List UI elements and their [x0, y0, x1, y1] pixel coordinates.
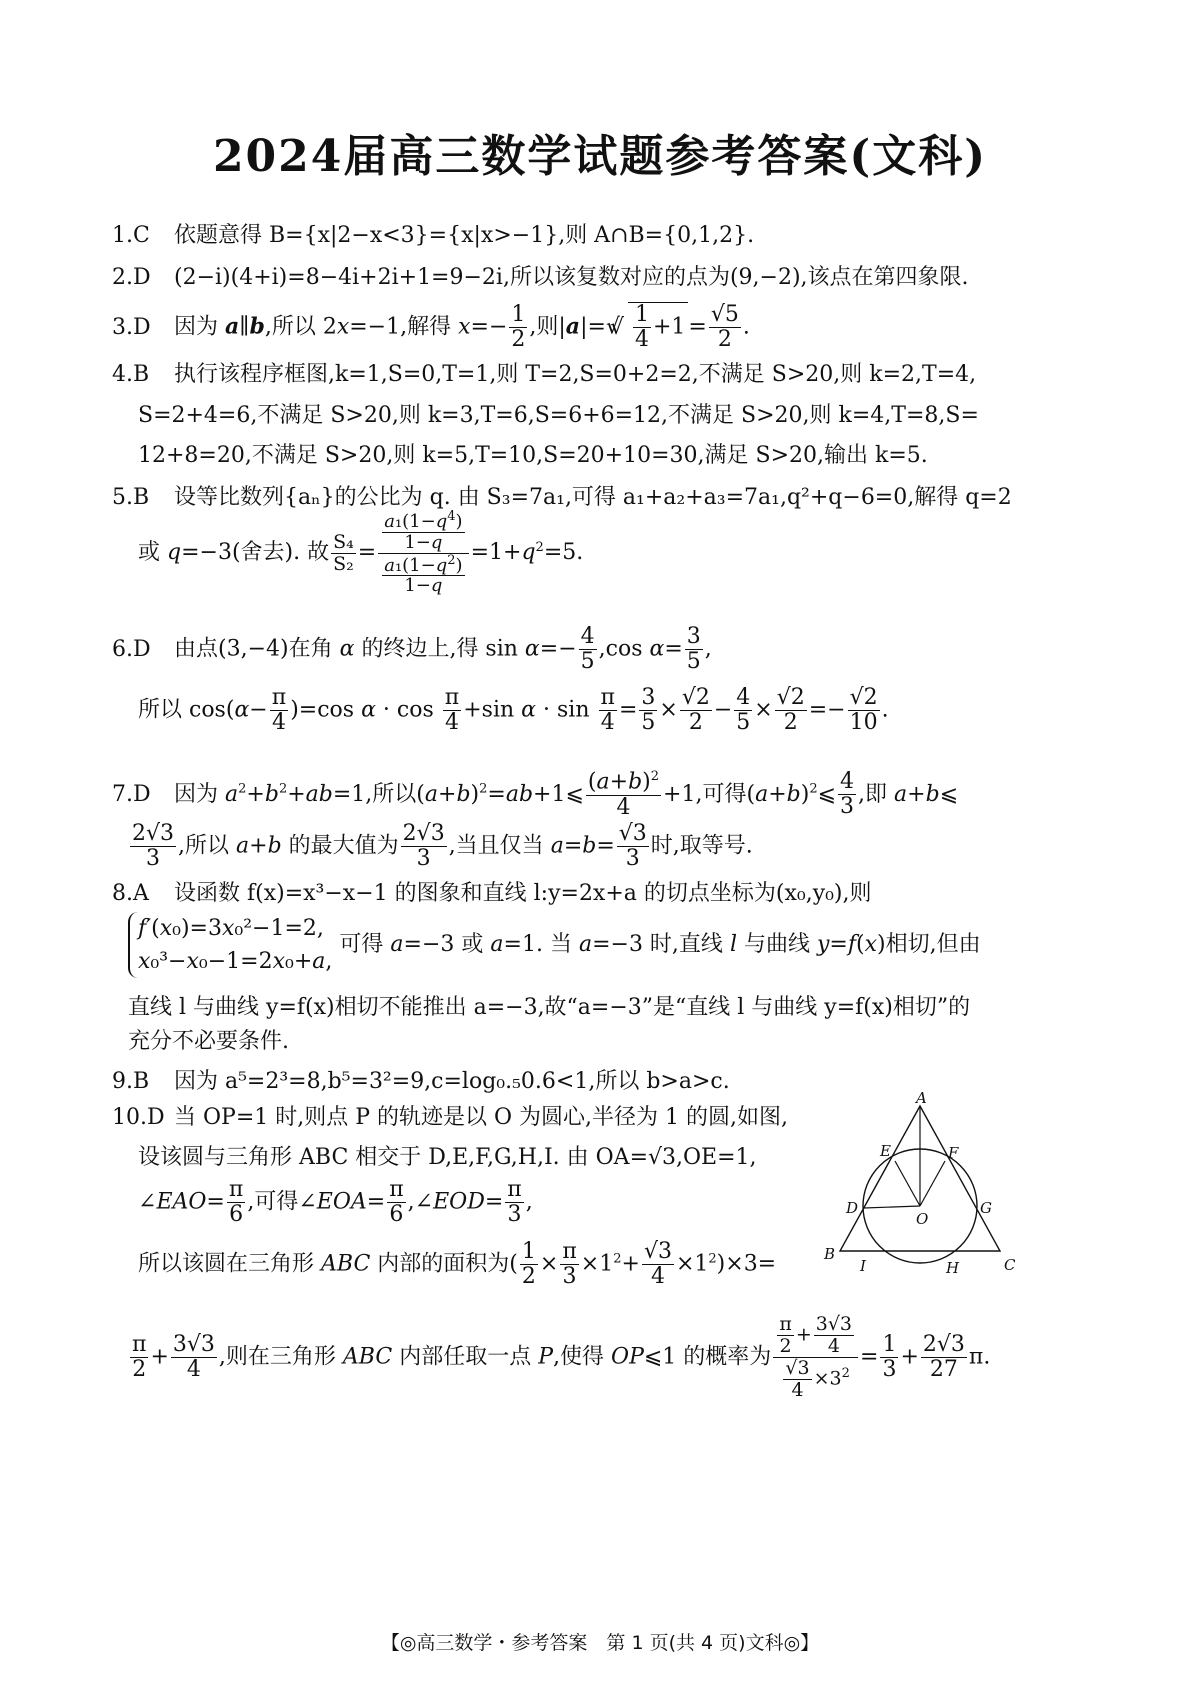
answer-8-line-4: 充分不必要条件. — [128, 1029, 289, 1054]
answer-7: 7.D 因为 $a^2+b^2+ab=1$,所以$(a+b)^2=ab+1⩽$ $\frac{(a+b)^2}{4}$ +1,可得$(a+b)^2⩽$ $\frac{4}{3}$ ,即 a+b⩽ — [112, 769, 959, 820]
segment-of — [920, 1161, 945, 1206]
answer-10-line-3: ∠EAO= $\frac{\pi}{6}$ ,可得∠EOA= $\frac{\pi}{6}$ ,∠EOD= $\frac{\pi}{3}$ , — [138, 1177, 533, 1228]
label-d: D — [846, 1199, 859, 1217]
label-g: G — [980, 1199, 992, 1217]
answer-8: 8.A 设函数 f(x)=x³−x−1 的图象和直线 l:y=2x+a 的切点坐标为(x₀,y₀),则 — [112, 881, 872, 906]
answer-2: 2.D (2−i)(4+i)=8−4i+2i+1=9−2i,所以该复数对应的点为(9,−2),该点在第四象限. — [112, 265, 969, 290]
answer-10-line-2: 设该圆与三角形 ABC 相交于 D,E,F,G,H,I. 由 OA=√3,OE=1, — [138, 1145, 757, 1170]
answer-1: 1.C 依题意得 B={x|2−x<3}={x|x>−1},则 A∩B={0,1,2}. — [112, 223, 755, 248]
answer-6: 6.D 由点(3,−4)在角 α 的终边上,得 sin α=− $\frac{4}{5}$ ,cos α= $\frac{3}{5}$ , — [112, 624, 712, 675]
label-i: I — [860, 1257, 866, 1275]
answer-9: 9.B 因为 a⁵=2³=8,b⁵=3²=9,c=log₀.₅0.6<1,所以 b>a>c. — [112, 1069, 730, 1094]
answer-10-line-4: 所以该圆在三角形 ABC 内部的面积为( $\frac{1}{2}$ × $\frac{\pi}{3}$ $\times 1^2+$ $\frac{√3}{4}$ $\times 1^2)\times 3=$ — [138, 1239, 777, 1290]
label-c: C — [1004, 1256, 1016, 1274]
segment-oe — [895, 1161, 920, 1206]
answer-6-line-2: 所以 cos(α− $\frac{\pi}{4}$ )=cos α · cos $\frac{\pi}{4}$ +sin α · sin $\frac{\pi}{4}$ = $\frac{3}{5}$ × $\frac{√2}{2}$ − $\frac{4}{5}$ × $\frac{√2}{2}$ =− $\frac{√2}{10}$ . — [138, 685, 889, 736]
answer-4-line-2: S=2+4=6,不满足 S>20,则 k=3,T=6,S=6+6=12,不满足 S>20,则 k=4,T=8,S= — [138, 403, 979, 428]
answer-4-line-3: 12+8=20,不满足 S>20,则 k=5,T=10,S=20+10=30,满足 S>20,输出 k=5. — [138, 443, 928, 468]
answer-5-formula: 或 q=−3(舍去). 故 $\frac{\text{S₄}}{\text{S₂}}$ = $\frac{\frac{a_1(1-q^4)}{1-q}}{\frac{a_1(1-q^2)}{1-q}}$ $=1+q^2=5$. — [138, 509, 584, 597]
answer-8-line-3: 直线 l 与曲线 y=f(x)相切不能推出 a=−3,故“a=−3”是“直线 l 与曲线 y=f(x)相切”的 — [128, 995, 971, 1020]
answer-10-line-5: $\frac{\pi}{2}$ + $\frac{3√3}{4}$ ,则在三角形 ABC 内部任取一点 P,使得 OP⩽1 的概率为 $\frac{\pi}{2}$ + $\frac{3√3}{4}$ $\frac{√3}{4}$ $\times 3^2$ = $\frac{1}{3}$ + $\frac{2√3}{27}$ π. — [132, 1313, 991, 1401]
answer-8-system: f′(x₀)=3x₀²−1=2, x₀³−x₀−1=2x₀+a, 可得 a=−3 或 a=1. 当 a=−3 时,直线 l 与曲线 y=f(x)相切,但由 — [128, 912, 981, 978]
answer-5: 5.B 设等比数列{aₙ}的公比为 q. 由 S₃=7a₁,可得 a₁+a₂+a₃=7a₁,q²+q−6=0,解得 q=2 — [112, 485, 1012, 510]
label-h: H — [946, 1259, 960, 1277]
label-o: O — [916, 1210, 929, 1228]
page-title: 2024届高三数学试题参考答案(文科) — [212, 131, 988, 182]
answer-3: 3.D 因为 a∥b,所以 2x=−1,解得 x=− $\frac{1}{2}$ ,则|a|=√√ $\frac{1}{4}$ +1 = $\frac{√5}{2}$ . — [112, 302, 750, 352]
label-f: F — [948, 1144, 959, 1162]
answer-7-line-2: $\frac{2√3}{3}$ ,所以 a+b 的最大值为 $\frac{2√3}{3}$ ,当且仅当 a=b= $\frac{√3}{3}$ 时,取等号. — [132, 821, 753, 872]
label-b: B — [824, 1245, 836, 1263]
answer-4: 4.B 执行该程序框图,k=1,S=0,T=1,则 T=2,S=0+2=2,不满足 S>20,则 k=2,T=4, — [112, 362, 977, 387]
answer-10: 10.D 当 OP=1 时,则点 P 的轨迹是以 O 为圆心,半径为 1 的圆,如图, — [112, 1105, 789, 1130]
label-a: A — [916, 1089, 927, 1107]
segment-od — [864, 1206, 920, 1208]
label-e: E — [880, 1142, 891, 1160]
triangle-circle-figure — [824, 1089, 1020, 1281]
page-footer: 【◎高三数学・参考答案 第 1 页(共 4 页)文科◎】 — [380, 1632, 820, 1654]
